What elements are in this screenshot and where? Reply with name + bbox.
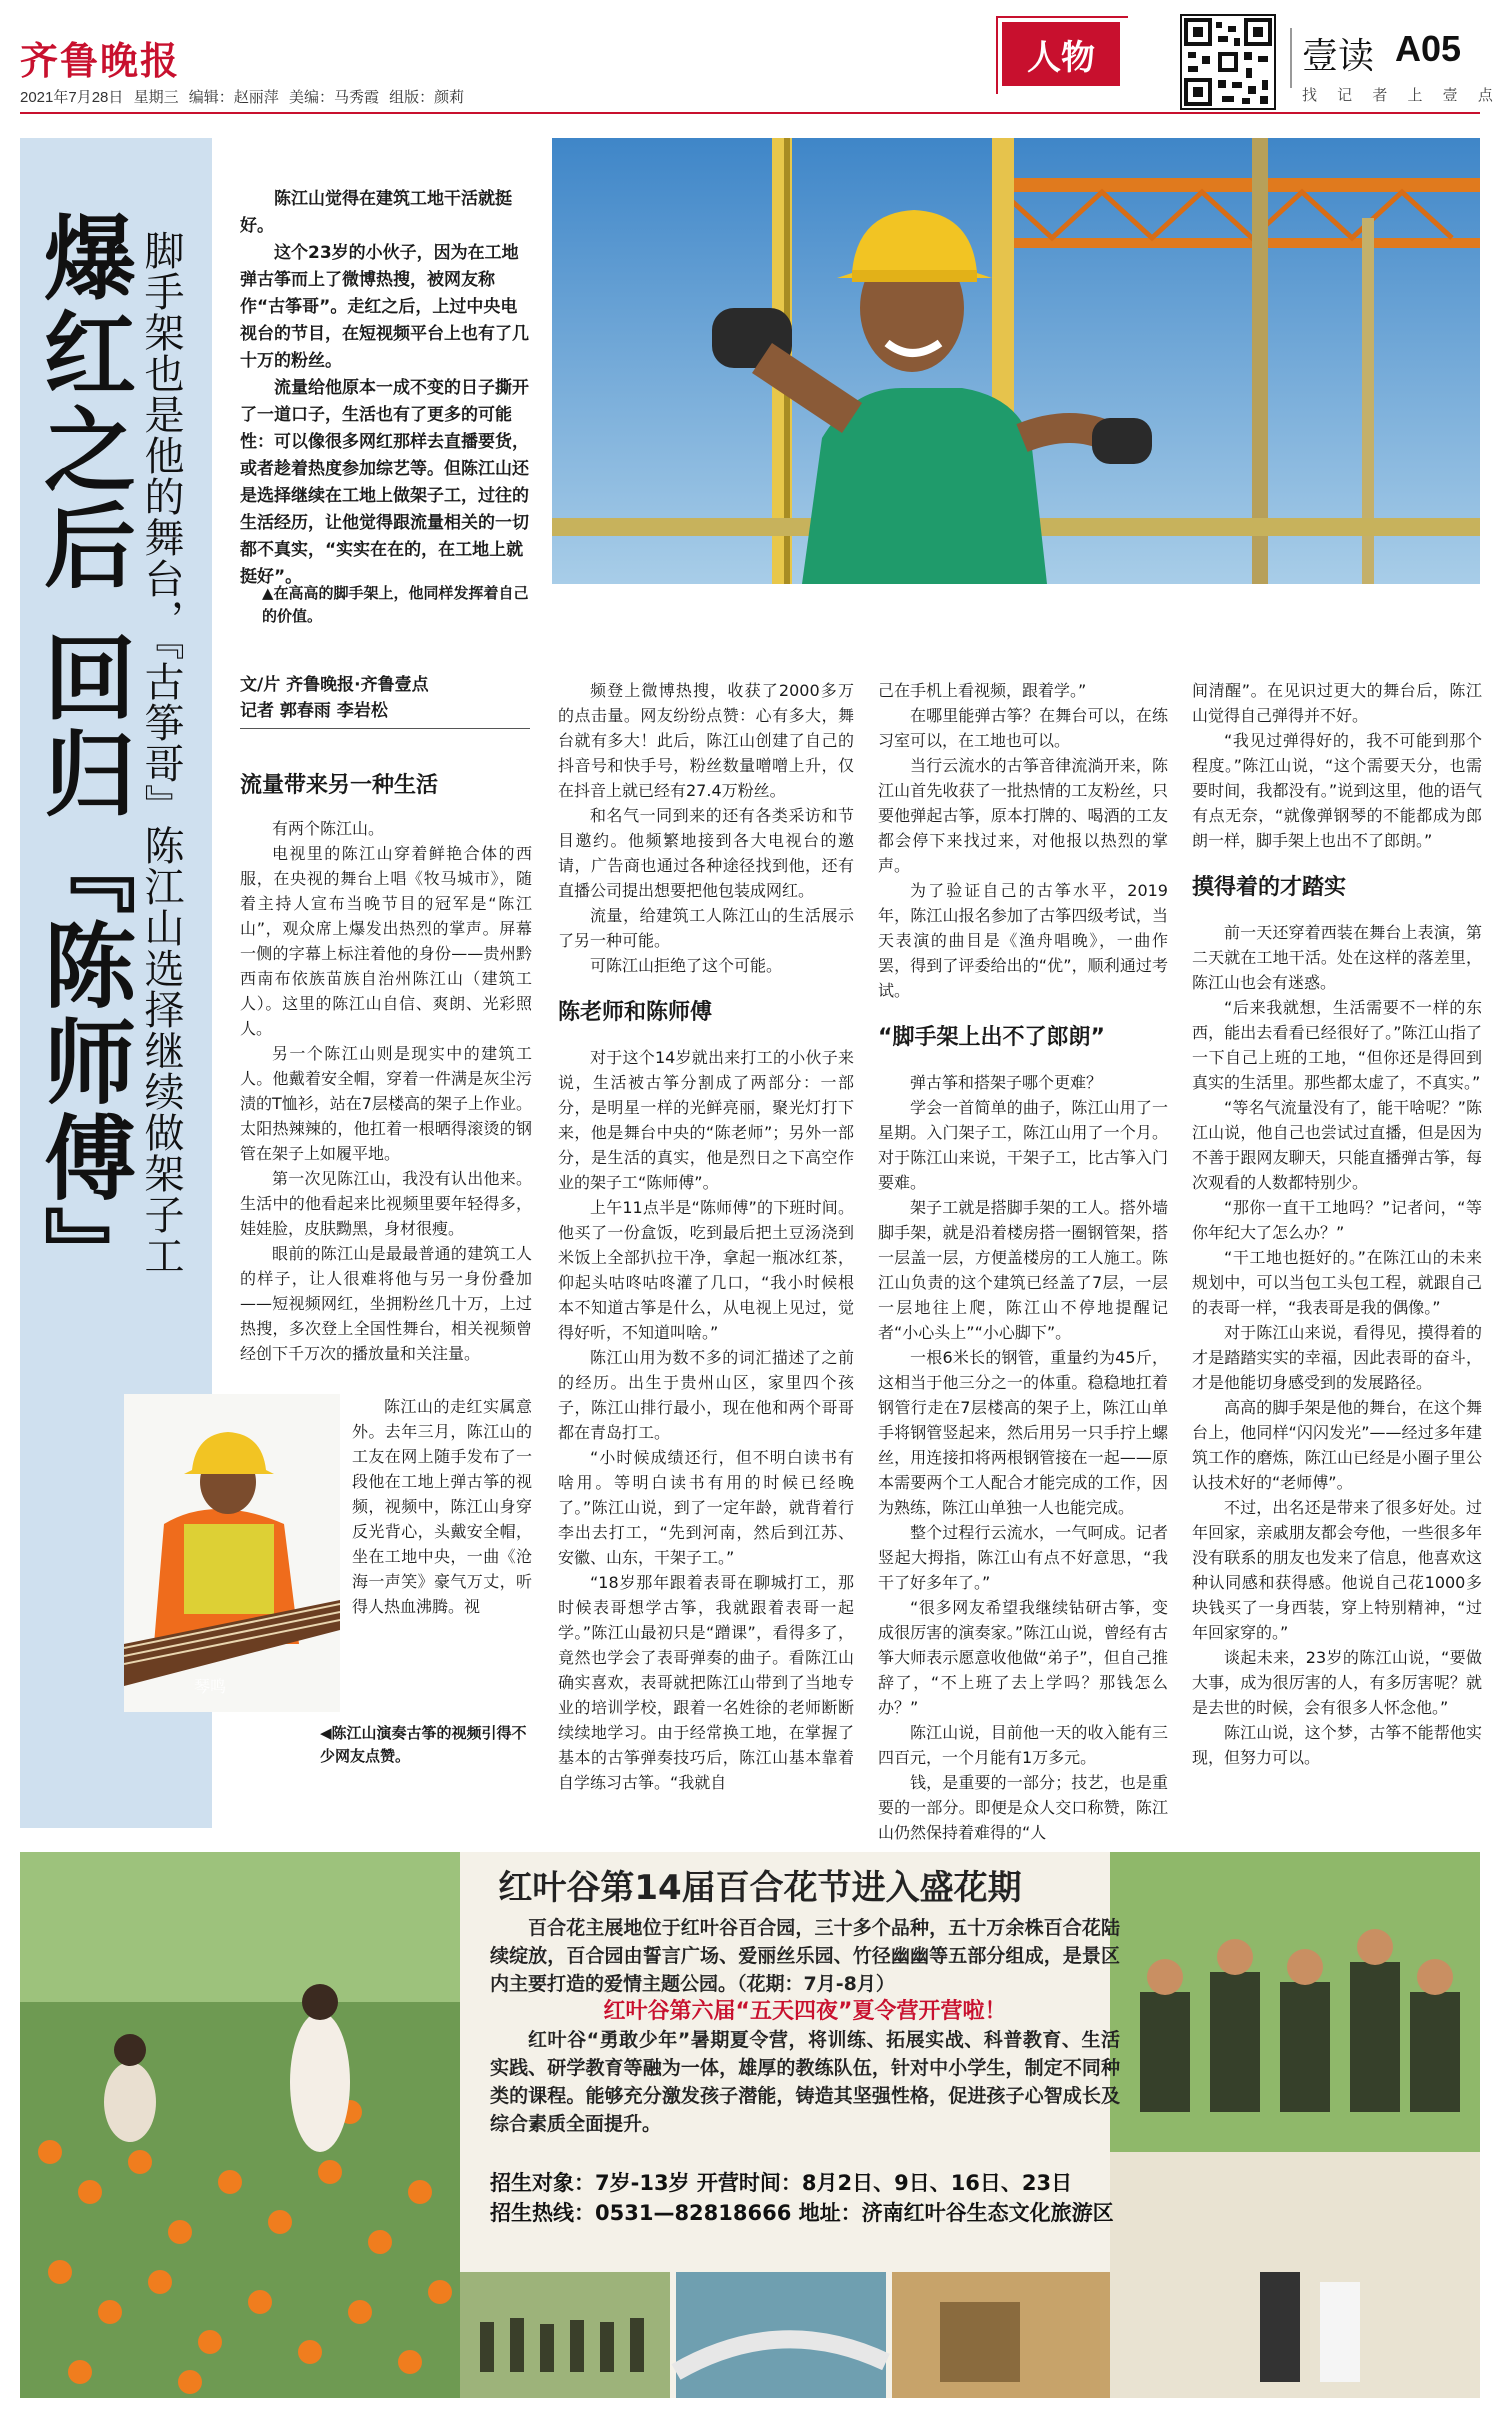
page-number: A05 bbox=[1395, 28, 1462, 69]
sub-headline: 脚手架也是他的舞台，『古筝哥』陈江山选择继续做架子工 bbox=[138, 230, 184, 1276]
guzheng-photo-caption: ◀陈江山演奏古筝的视频引得不少网友点赞。 bbox=[320, 1724, 527, 1765]
header-divider bbox=[1290, 28, 1292, 88]
body-paragraph: 整个过程行云流水，一气呵成。记者竖起大拇指，陈江山有点不好意思，“我干了好多年了。” bbox=[878, 1523, 1168, 1592]
worker-photo-graphic bbox=[552, 138, 1480, 584]
issue-weekday: 星期三 bbox=[133, 89, 179, 106]
body-column-2 bbox=[558, 678, 854, 1795]
ad-enrollment-info: 招生对象：7岁-13岁 开营时间：8月2日、9日、16日、23日 bbox=[490, 2171, 1073, 2195]
lead-paragraphs bbox=[240, 186, 530, 591]
body-column-1 bbox=[240, 816, 532, 1366]
qr-code-graphic bbox=[1182, 16, 1274, 108]
body-paragraph: 钱，是重要的一部分；技艺，也是重要的一部分。即便是众人交口称赞，陈江山仍然保持着难得的“人 bbox=[878, 1773, 1168, 1842]
ad-paragraph: 百合花主展地位于红叶谷百合园，三十多个品种，五十万余株百合花陆续绽放，百合园由誓言广场、爱丽丝乐园、竹径幽幽等五部分组成，是景区内主要打造的爱情主题公园。（花期：7月-8月） bbox=[490, 1917, 1120, 1995]
advertisement bbox=[20, 1852, 1480, 2398]
byline-rule bbox=[240, 728, 530, 729]
lead-paragraph: 流量给他原本一成不变的日子撕开了一道口子，生活也有了更多的可能性：可以像很多网红那样去直播要货，或者趁着热度参加综艺等。但陈江山还是选择继续在工地上做架子工，过往的生活经历，让他觉得跟流量相关的一切都不真实，“实实在在的，在工地上就挺好”。 bbox=[240, 378, 529, 587]
channel-name: 壹读 bbox=[1302, 36, 1375, 77]
lead-paragraph: 陈江山觉得在建筑工地干活就挺好。 bbox=[240, 189, 512, 236]
ad-hotline-address: 招生热线：0531—82818666 地址：济南红叶谷生态文化旅游区 bbox=[490, 2201, 1114, 2225]
body-paragraph: 流量，给建筑工人陈江山的生活展示了另一种可能。 bbox=[558, 906, 854, 950]
body-paragraph: 眼前的陈江山是最最普通的建筑工人的样子，让人很难将他与另一身份叠加——短视频网红，坐拥粉丝几十万，上过热搜，多次登上全国性舞台，相关视频曾经创下千万次的播放量和关注量。 bbox=[240, 1244, 532, 1363]
body-paragraph: “等名气流量没有了，能干啥呢？”陈江山说，他自己也尝试过直播，但是因为不善于跟网友聊天，只能直播弹古筝，每次观看的人数都特别少。 bbox=[1192, 1098, 1482, 1192]
main-headline: 爆红之后 回归『陈师傅』 bbox=[29, 210, 136, 1303]
worker-photo bbox=[552, 138, 1480, 584]
body-paragraph: 弹古筝和搭架子哪个更难？ bbox=[910, 1073, 1103, 1092]
body-paragraph: 一根6米长的钢管，重量约为45斤，这相当于他三分之一的体重。稳稳地扛着钢管行走在7层楼高的架子上，陈江山单手将钢管竖起来，然后用另一只手拧上螺丝，用连接扣将两根钢管接在一起——原本需要两个工人配合才能完成的工作，因为熟练，陈江山单独一人也能完成。 bbox=[878, 1348, 1168, 1517]
body-paragraph: 不过，出名还是带来了很多好处。过年回家，亲戚朋友都会夸他，一些很多年没有联系的朋友也发来了信息，他喜欢这种认同感和获得感。他说自己花1000多块钱买了一身西装，穿上特别精神，“过年回家穿的。” bbox=[1192, 1498, 1482, 1642]
main-photo-caption: ▲在高高的脚手架上，他同样发挥着自己的价值。 bbox=[262, 584, 529, 625]
body-paragraph: “干工地也挺好的。”在陈江山的未来规划中，可以当包工头包工程，就跟自己的表哥一样，“我表哥是我的偶像。” bbox=[1192, 1248, 1482, 1317]
section-heading-3: “脚手架上出不了郎朗” bbox=[878, 1025, 1105, 1050]
header-rule bbox=[20, 112, 1480, 114]
summer-camp-photo bbox=[1110, 1852, 1480, 2398]
body-paragraph: 对于这个14岁就出来打工的小伙子来说，生活被古筝分割成了两部分：一部分，是明星一样的光鲜亮丽，聚光灯打下来，他是舞台中央的“陈老师”；另外一部分，是生活的真实，他是烈日之下高空作业的架子工“陈师傅”。 bbox=[558, 1048, 854, 1192]
header-tagline: 找 记 者 上 壹 点 bbox=[1302, 87, 1497, 104]
body-paragraph: 有两个陈江山。 bbox=[272, 819, 385, 838]
byline-reporters: 记者 郭春雨 李岩松 bbox=[240, 701, 388, 721]
body-paragraph: 陈江山的走红实属意外。去年三月，陈江山的工友在网上随手发布了一段他在工地上弹古筝的视频，视频中，陈江山身穿反光背心，头戴安全帽，坐在工地中央，一曲《沧海一声笑》豪气万丈，听得人热血沸腾。视 bbox=[352, 1397, 532, 1616]
section-heading-2: 陈老师和陈师傅 bbox=[558, 1000, 713, 1025]
byline-source: 文/片 齐鲁晚报·齐鲁壹点 bbox=[240, 675, 429, 695]
body-column-3 bbox=[878, 678, 1168, 1845]
ad-title: 红叶谷第14届百合花节进入盛花期 bbox=[498, 1868, 1022, 1908]
body-paragraph: 为了验证自己的古筝水平，2019年，陈江山报名参加了古筝四级考试，当天表演的曲目是《渔舟唱晚》，一曲作罢，得到了评委给出的“优”，顺利通过考试。 bbox=[878, 881, 1168, 1000]
body-paragraph: 当行云流水的古筝音律流淌开来，陈江山首先收获了一批热情的工友粉丝，只要他弹起古筝，原本打牌的、喝酒的工友都会停下来找过来，对他报以热烈的掌声。 bbox=[878, 756, 1168, 875]
body-paragraph: 陈江山说，目前他一天的收入能有三四百元，一个月能有1万多元。 bbox=[878, 1723, 1168, 1767]
ad-contact bbox=[490, 2168, 1150, 2228]
body-paragraph: 架子工就是搭脚手架的工人。搭外墙脚手架，就是沿着楼房搭一圈钢管架，搭一层盖一层，方便盖楼房的工人施工。陈江山负责的这个建筑已经盖了7层，一层一层地往上爬，陈江山不停地提醒记者“小心头上”“小心脚下”。 bbox=[878, 1198, 1168, 1342]
body-paragraph: 对于陈江山来说，看得见，摸得着的才是踏踏实实的幸福，因此表哥的奋斗，才是他能切身感受到的发展路径。 bbox=[1192, 1323, 1482, 1392]
body-paragraph: 电视里的陈江山穿着鲜艳合体的西服，在央视的舞台上唱《牧马城市》，随着主持人宣布当晚节目的冠军是“陈江山”，观众席上爆发出热烈的掌声。屏幕一侧的字幕上标注着他的身份——贵州黔西南布依族苗族自治州陈江山（建筑工人）。这里的陈江山自信、爽朗、光彩照人。 bbox=[240, 844, 532, 1038]
guzheng-photo-graphic bbox=[124, 1394, 340, 1712]
body-paragraph: 己在手机上看视频，跟着学。” bbox=[878, 681, 1087, 700]
body-column-4 bbox=[1192, 678, 1482, 1770]
body-paragraph: 另一个陈江山则是现实中的建筑工人。他戴着安全帽，穿着一件满是灰尘污渍的T恤衫，站在7层楼高的架子上作业。太阳热辣辣的，他扛着一根晒得滚烫的钢管在架子上如履平地。 bbox=[240, 1044, 532, 1163]
body-paragraph: “很多网友希望我继续钻研古筝，变成很厉害的演奏家。”陈江山说，曾经有古筝大师表示愿意收他做“弟子”，但自己推辞了，“不上班了去上学吗？那钱怎么办？” bbox=[878, 1598, 1168, 1717]
body-paragraph: 和名气一同到来的还有各类采访和节目邀约。他频繁地接到各大电视台的邀请，广告商也通过各种途径找到他，还有直播公司提出想要把他包装成网红。 bbox=[558, 806, 854, 900]
guzheng-photo bbox=[124, 1394, 340, 1712]
guzheng-inscription: 琴鸣 bbox=[194, 1677, 227, 1696]
byline bbox=[240, 672, 520, 724]
body-paragraph: 第一次见陈江山，我没有认出他来。生活中的他看起来比视频里要年轻得多，娃娃脸，皮肤黝黑，身材很瘦。 bbox=[240, 1169, 532, 1238]
ad-highlight: 红叶谷第六届“五天四夜”夏令营开营啦！ bbox=[603, 1999, 1007, 2024]
body-paragraph: 前一天还穿着西装在舞台上表演，第二天就在工地干活。处在这样的落差里，陈江山也会有迷惑。 bbox=[1192, 923, 1482, 992]
activity-photo-strip bbox=[460, 2272, 1110, 2398]
issue-date: 2021年7月28日 bbox=[20, 89, 124, 106]
body-paragraph: 间清醒”。在见识过更大的舞台后，陈江山觉得自己弹得并不好。 bbox=[1192, 681, 1482, 725]
body-paragraph: “后来我就想，生活需要不一样的东西，能出去看看已经很好了。”陈江山指了一下自己上班的工地，“但你还是得回到真实的生活里。那些都太虚了，不真实。” bbox=[1192, 998, 1482, 1092]
body-paragraph: 谈起未来，23岁的陈江山说，“要做大事，成为很厉害的人，有多厉害呢？就是去世的时候，会有很多人怀念他。” bbox=[1192, 1648, 1482, 1717]
qr-code-icon[interactable] bbox=[1180, 14, 1276, 110]
body-paragraph: “小时候成绩还行，但不明白读书有啥用。等明白读书有用的时候已经晚了。”陈江山说，到了一定年龄，就背着行李出去打工，“先到河南，然后到江苏、安徽、山东，干架子工。” bbox=[558, 1448, 854, 1567]
layout-editor-credit: 组版：颜莉 bbox=[389, 89, 465, 106]
body-paragraph: 陈江山说，这个梦，古筝不能帮他实现，但努力可以。 bbox=[1192, 1723, 1482, 1767]
section-heading-4: 摸得着的才踏实 bbox=[1192, 875, 1347, 900]
body-column-1-wrap bbox=[352, 1394, 532, 1619]
body-paragraph: 上午11点半是“陈师傅”的下班时间。他买了一份盒饭，吃到最后把土豆汤浇到米饭上全部扒拉干净，拿起一瓶冰红茶，仰起头咕咚咕咚灌了几口，“我小时候根本不知道古筝是什么，从电视上见过，觉得好听，不知道叫啥。” bbox=[558, 1198, 854, 1342]
body-paragraph: 频登上微博热搜，收获了2000多万的点击量。网友纷纷点赞：心有多大，舞台就有多大！此后，陈江山创建了自己的抖音号和快手号，粉丝数量噌噌上升，仅在抖音上就已经有27.4万粉丝。 bbox=[558, 681, 854, 800]
body-paragraph: 高高的脚手架是他的舞台，在这个舞台上，他同样“闪闪发光”——经过多年建筑工作的磨炼，陈江山已经是小圈子里公认技术好的“老师傅”。 bbox=[1192, 1398, 1482, 1492]
editor-credit: 编辑：赵丽萍 bbox=[188, 89, 279, 106]
ad-paragraph: 红叶谷“勇敢少年”暑期夏令营，将训练、拓展实战、科普教育、生活实践、研学教育等融为一体，雄厚的教练队伍，针对中小学生，制定不同种类的课程。能够充分激发孩子潜能，铸造其坚强性格，促进孩子心智成长及综合素质全面提升。 bbox=[490, 2029, 1120, 2135]
publication-info bbox=[20, 86, 464, 107]
body-paragraph: 可陈江山拒绝了这个可能。 bbox=[590, 956, 783, 975]
ad-body bbox=[490, 1914, 1120, 2138]
masthead-logo: 齐鲁晚报 bbox=[20, 38, 181, 83]
lily-field-photo bbox=[20, 1852, 460, 2398]
section-tag: 人物 bbox=[1002, 22, 1120, 86]
art-editor-credit: 美编：马秀霞 bbox=[288, 89, 379, 106]
body-paragraph: “18岁那年跟着表哥在聊城打工，那时候表哥想学古筝，我就跟着表哥一起学。”陈江山最初只是“蹭课”，看得多了，竟然也学会了表哥弹奏的曲子。看陈江山确实喜欢，表哥就把陈江山带到了当地专业的培训学校，跟着一名姓徐的老师断断续续地学习。由于经常换工地，在掌握了基本的古筝弹奏技巧后，陈江山基本靠着自学练习古筝。“我就自 bbox=[558, 1573, 854, 1792]
body-paragraph: “我见过弹得好的，我不可能到那个程度。”陈江山说，“这个需要天分，也需要时间，我都没有。”说到这里，他的语气有点无奈，“就像弹钢琴的不能都成为郎朗一样，脚手架上也出不了郎朗。” bbox=[1192, 731, 1482, 850]
body-paragraph: “那你一直干工地吗？”记者问，“等你年纪大了怎么办？” bbox=[1192, 1198, 1482, 1242]
body-paragraph: 学会一首简单的曲子，陈江山用了一星期。入门架子工，陈江山用了一个月。对于陈江山来说，干架子工，比古筝入门要难。 bbox=[878, 1098, 1168, 1192]
body-paragraph: 陈江山用为数不多的词汇描述了之前的经历。出生于贵州山区，家里四个孩子，陈江山排行最小，现在他和两个哥哥都在青岛打工。 bbox=[558, 1348, 854, 1442]
section-heading-1: 流量带来另一种生活 bbox=[240, 773, 439, 798]
lead-paragraph: 这个23岁的小伙子，因为在工地弹古筝而上了微博热搜，被网友称作“古筝哥”。走红之后，上过中央电视台的节目，在短视频平台上也有了几十万的粉丝。 bbox=[240, 243, 529, 371]
body-paragraph: 在哪里能弹古筝？在舞台可以，在练习室可以，在工地也可以。 bbox=[878, 706, 1168, 750]
